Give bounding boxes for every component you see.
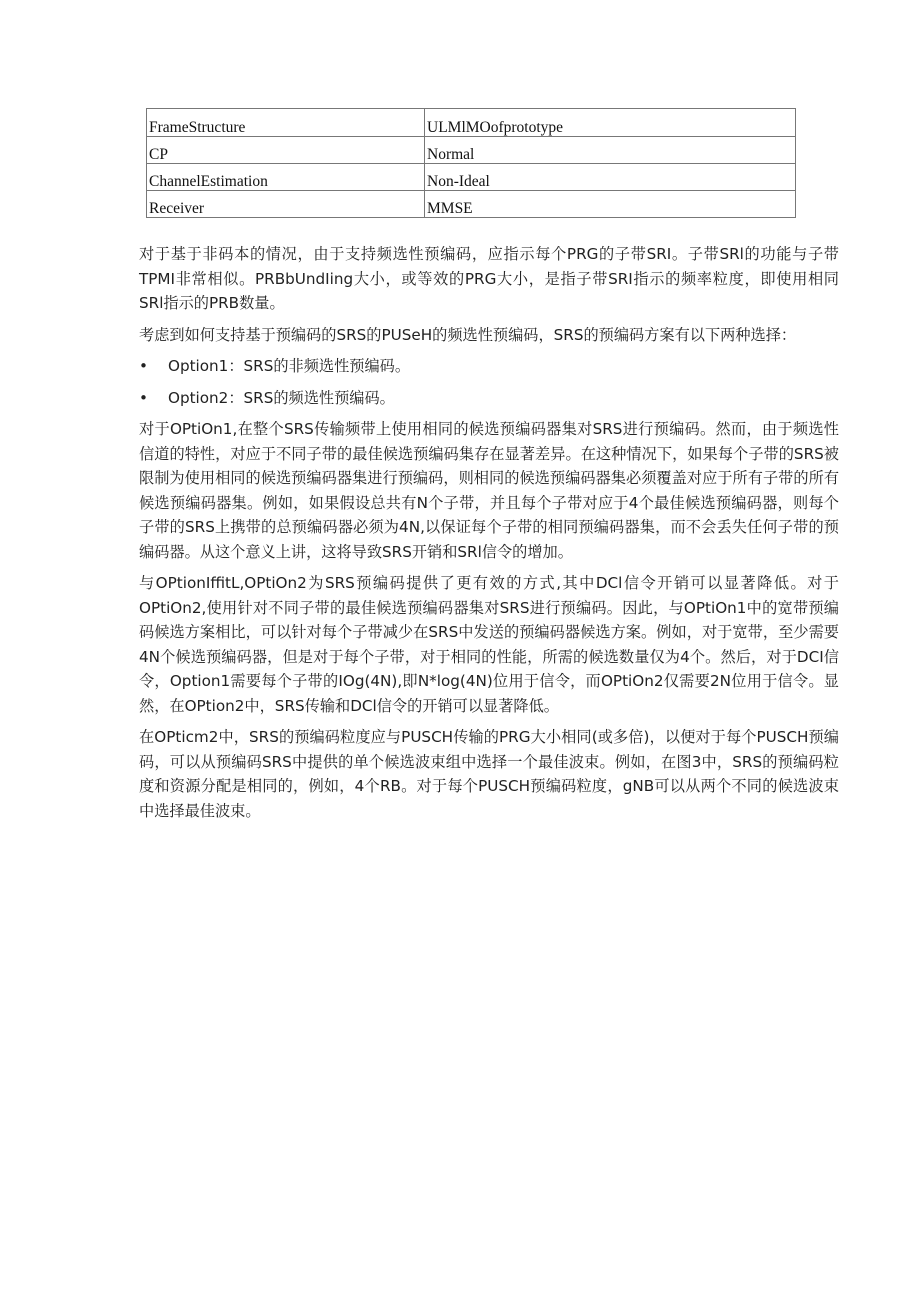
bullet-marker: • [139, 357, 148, 375]
table-cell: FrameStructure [147, 109, 425, 137]
table-cell: Normal [425, 137, 796, 164]
paragraph-option1-detail: 对于OPtiOn1,在整个SRS传输频带上使用相同的候选预编码器集对SRS进行预编码。然而，由于频选性信道的特性，对应于不同子带的最佳候选预编码集存在显著差异。在这种情况下，如果每个子带的SRS被限制为使用相同的候选预编码器集进行预编码，则相同的候选预编码器集必须覆盖对应于所有子带的所有候选预编码器集。例如，如果假设总共有N个子带，并且每个子带对应于4个最佳候选预编码器，则每个子带的SRS上携带的总预编码器必须为4N,以保证每个子带的相同预编码器集，而不会丢失任何子带的预编码器。从这个意义上讲，这将导致SRS开销和SRl信令的增加。 [139, 420, 839, 561]
body-text [139, 242, 839, 830]
paragraph-non-codebook: 对于基于非码本的情况，由于支持频选性预编码，应指示每个PRG的子带SRI。子带SRl的功能与子带TPMI非常相似。PRBbUndIing大小，或等效的PRG大小，是指子带SRI指示的频率粒度，即使用相同SRl指示的PRB数量。 [139, 245, 839, 312]
table-cell: Non-Ideal [425, 164, 796, 191]
bullet-text: Option2：SRS的频选性预编码。 [168, 388, 395, 407]
bullet-option2 [139, 386, 839, 411]
table-cell: MMSE [425, 191, 796, 218]
bullet-option1 [139, 354, 839, 379]
table-cell: Receiver [147, 191, 425, 218]
table-row [147, 109, 796, 137]
table-row [147, 164, 796, 191]
table-row [147, 191, 796, 218]
bullet-text: Option1：SRS的非频选性预编码。 [168, 357, 411, 375]
paragraph-option2-detail: 与OPtionIffitL,OPtiOn2为SRS预编码提供了更有效的方式,其中DCl信令开销可以显著降低。对于OPtiOn2,使用针对不同子带的最佳候选预编码器集对SRS进行预编码。因此，与OPtiOn1中的宽带预编码候选方案相比，可以针对每个子带减少在SRS中发送的预编码器候选方案。例如，对于宽带，至少需要4N个候选预编码器，但是对于每个子带，对于相同的性能，所需的候选数量仅为4个。然后，对于DCI信令，Option1需要每个子带的IOg(4N),即N*log(4N)位用于信令，而OPtiOn2仅需要2N位用于信令。显然，在OPtion2中，SRS传输和DCl信令的开销可以显著降低。 [139, 574, 839, 715]
table-cell: CP [147, 137, 425, 164]
table-row [147, 137, 796, 164]
parameter-table [146, 108, 796, 218]
table-cell: ULMlMOofprototype [425, 109, 796, 137]
table-cell: ChannelEstimation [147, 164, 425, 191]
paragraph-granularity: 在OPticm2中，SRS的预编码粒度应与PUSCH传输的PRG大小相同(或多倍)，以便对于每个PUSCH预编码，可以从预编码SRS中提供的单个候选波束组中选择一个最佳波束。例如，在图3中，SRS的预编码粒度和资源分配是相同的，例如，4个RB。对于每个PUSCH预编码粒度，gNB可以从两个不同的候选波束中选择最佳波束。 [139, 728, 839, 820]
bullet-marker: • [139, 388, 148, 407]
paragraph-options-intro: 考虑到如何支持基于预编码的SRS的PUSeH的频选性预编码，SRS的预编码方案有以下两种选择： [139, 325, 797, 344]
